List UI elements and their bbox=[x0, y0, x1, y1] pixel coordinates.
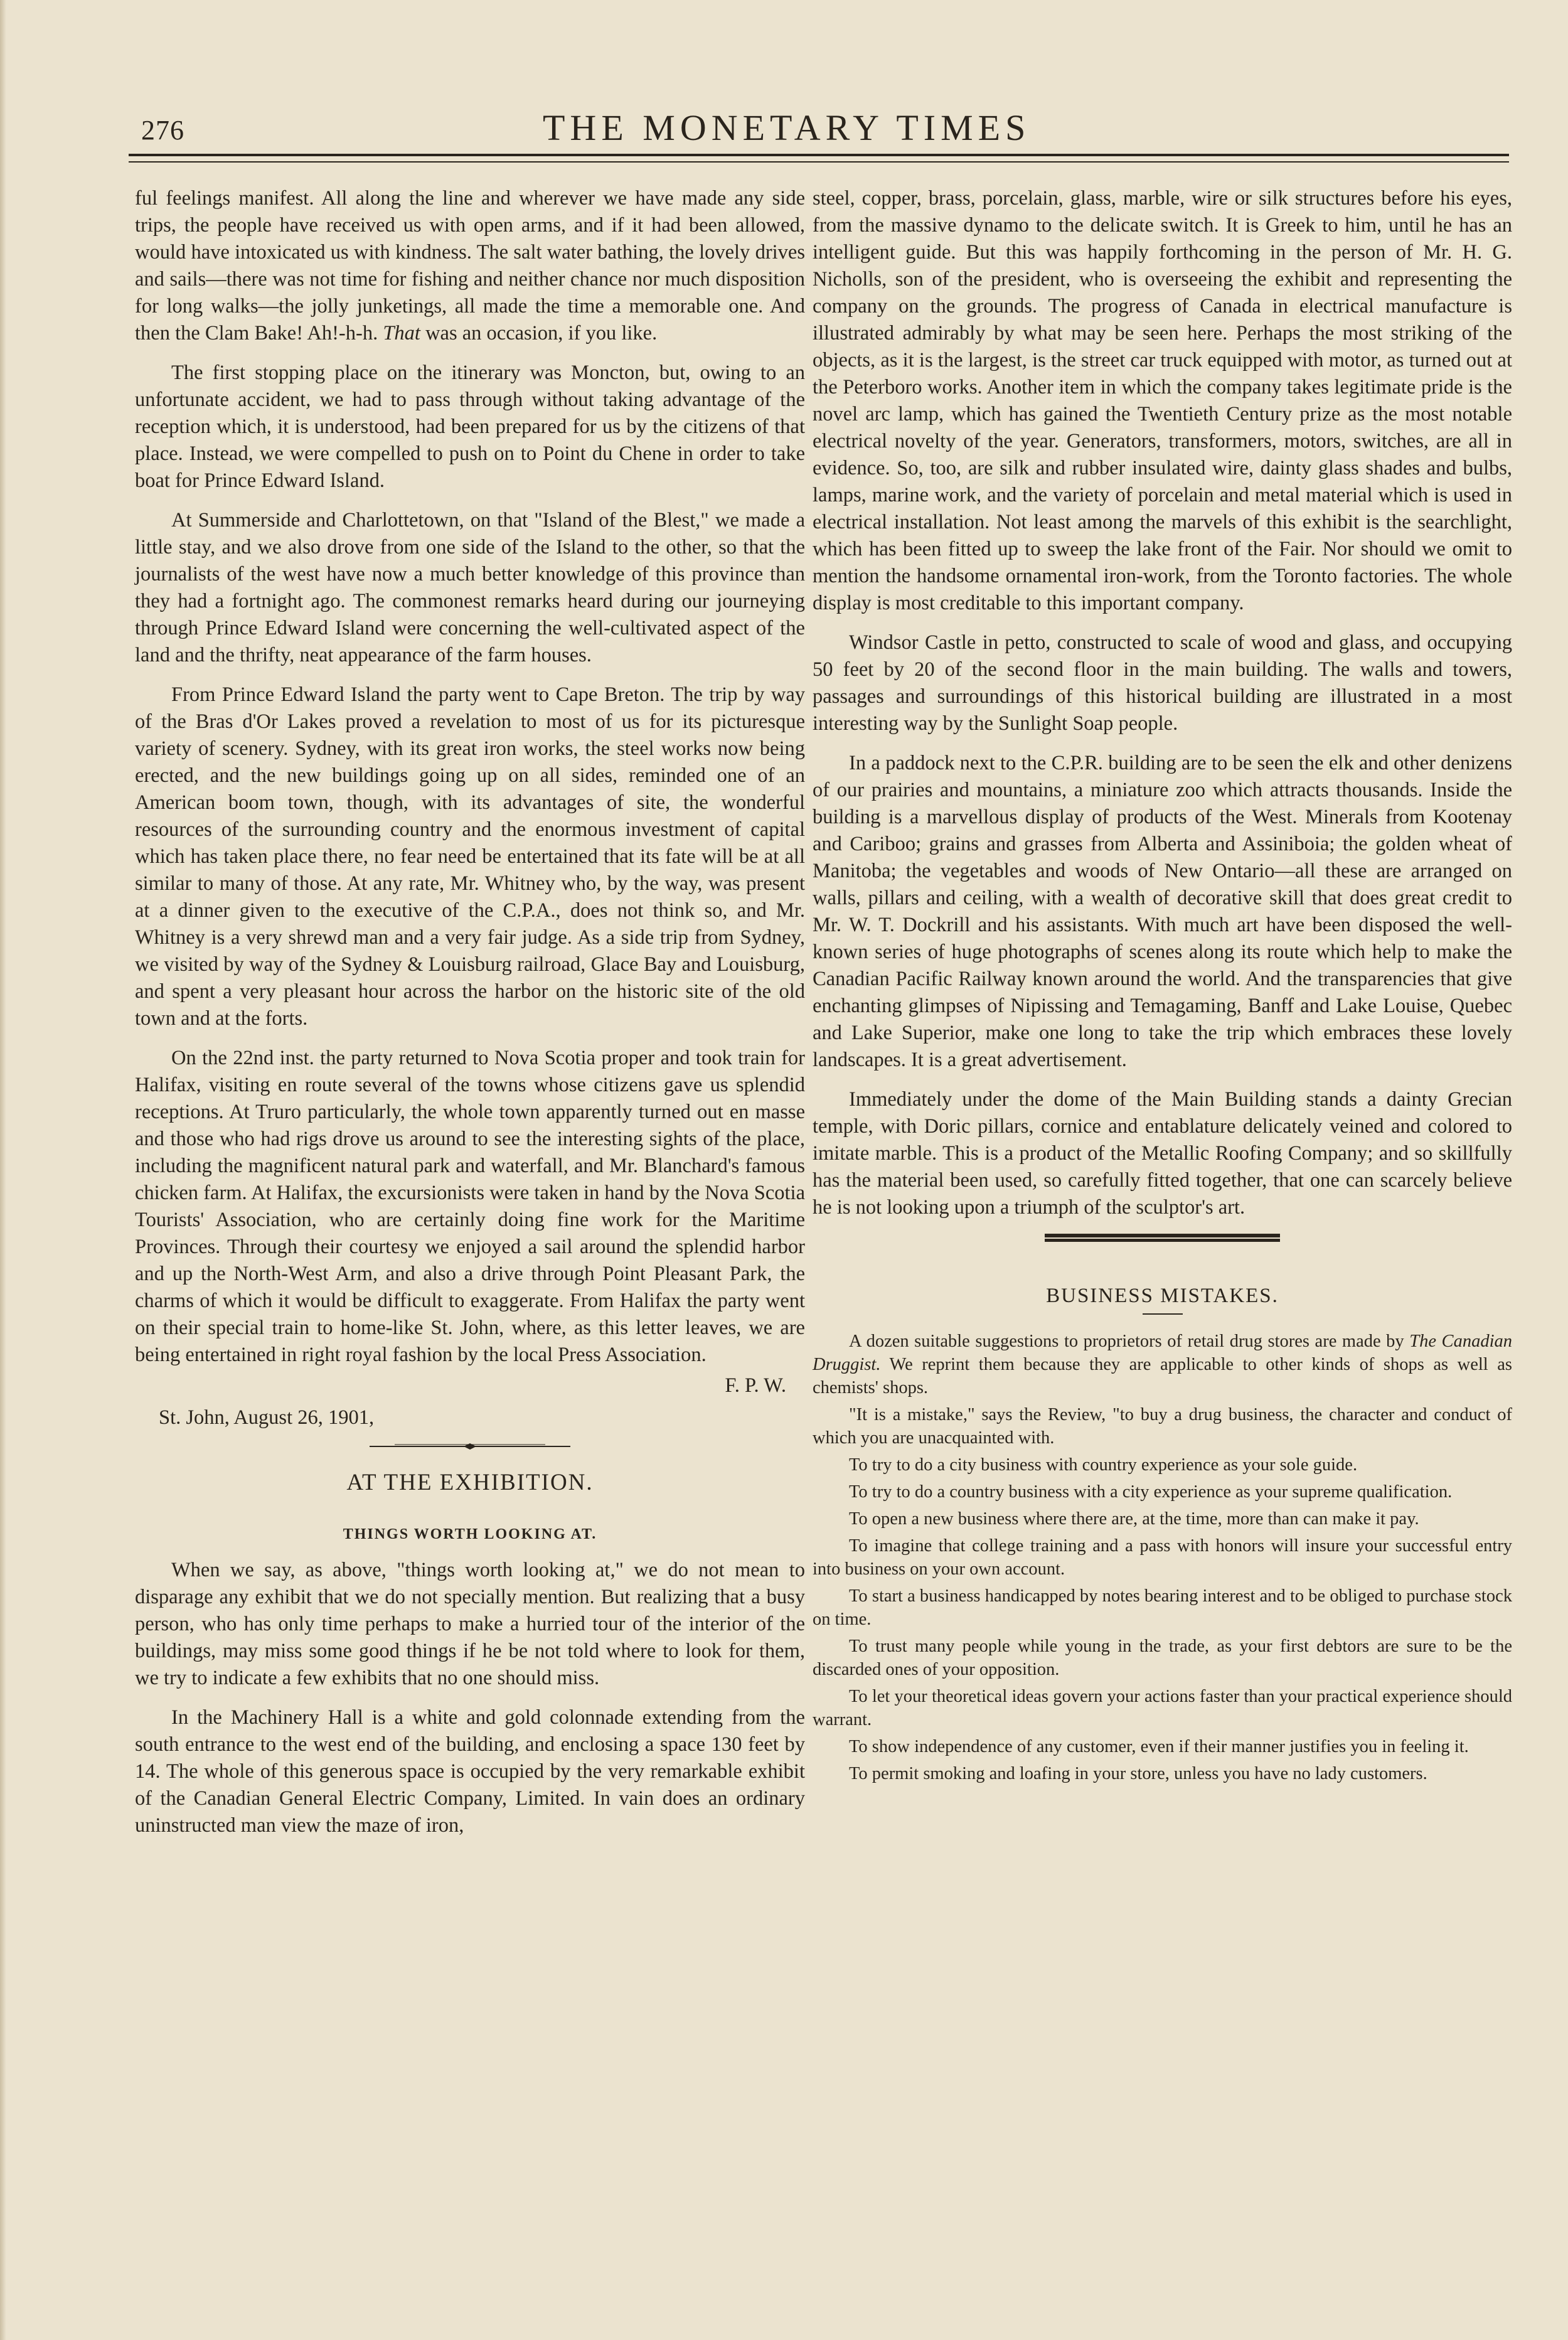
section-subhead: THINGS WORTH LOOKING AT. bbox=[343, 1526, 597, 1542]
paragraph: Windsor Castle in petto, constructed to scale of wood and glass, and occupying 50 feet by 20 of the second floor in the main building. The walls and towers, passages and surroundings of this historical building are illustrated in a most interesting way by the Sunlight Soap people. bbox=[813, 631, 1512, 735]
paragraph: ful feelings manifest. All along the line and wherever we have made any side trips, the people have received us with open arms, and if it had been allowed, would have intoxicated us with kindness. The salt water bathing, the lovely drives and sails—there was not time for fishing and neither chance nor much disposition for long walks—the jolly junketings, all made the time a memorable one. And then the Clam Bake! Ah!-h-h. That was an occasion, if you like. bbox=[135, 187, 805, 345]
list-item: To open a new business where there are, at the time, more than can make it pay. bbox=[849, 1509, 1419, 1529]
title-underline bbox=[1143, 1313, 1183, 1315]
section-title: BUSINESS MISTAKES. bbox=[1046, 1285, 1279, 1307]
dateline: St. John, August 26, 1901, bbox=[159, 1406, 375, 1429]
list-item: To trust many people while young in the trade, as your first debtors are sure to be the discarded ones of your opposition. bbox=[813, 1637, 1512, 1679]
paragraph: At Summerside and Charlottetown, on that "Island of the Blest," we made a little stay, and we also drove from one side of the Island to the other, so that the journalists of the west have now a much better knowledge of this province than they had a fortnight ago. The commonest remarks heard during our journeying through Prince Edward Island were concerning the well-cultivated aspect of the land and the thrifty, neat appearance of the farm houses. bbox=[135, 509, 805, 666]
section-rule bbox=[1045, 1234, 1280, 1239]
page-number: 276 bbox=[141, 115, 184, 146]
business-mistakes-list bbox=[813, 1330, 1512, 1785]
list-item: To permit smoking and loafing in your store, unless you have no lady customers. bbox=[849, 1764, 1427, 1783]
header-rule bbox=[129, 154, 1509, 156]
masthead: THE MONETARY TIMES bbox=[543, 107, 1031, 148]
page-header bbox=[141, 100, 1509, 157]
paragraph: The first stopping place on the itinerary was Moncton, but, owing to an unfortunate accident, we had to pass through without taking advantage of the reception which, it is understood, had been prepared for us by the citizens of that place. Instead, we were compelled to push on to Point du Chene in order to take boat for Prince Edward Island. bbox=[135, 361, 805, 492]
paragraph: On the 22nd inst. the party returned to Nova Scotia proper and took train for Halifax, visiting en route several of the towns whose citizens gave us splendid receptions. At Truro particularly, the whole town apparently turned out en masse and those who had rigs drove us around to see the interesting sights of the place, including the magnificent natural park and waterfall, and Mr. Blanchard's famous chicken farm. At Halifax, the excursionists were taken in hand by the Nova Scotia Tourists' Association, who are certainly doing fine work for the Maritime Provinces. Through their courtesy we enjoyed a sail around the splendid harbor and up the North-West Arm, and also a drive through Point Pleasant Park, the charms of which it would be difficult to exaggerate. From Halifax the party went on their special train to home-like St. John, where, as this letter leaves, we are being entertained in right royal fashion by the local Press Association. bbox=[135, 1047, 805, 1366]
list-item: To show independence of any customer, even if their manner justifies you in feeling it. bbox=[849, 1737, 1469, 1756]
page-edge-shadow bbox=[0, 0, 6, 2340]
signature: F. P. W. bbox=[725, 1374, 786, 1397]
paragraph: steel, copper, brass, porcelain, glass, marble, wire or silk structures before his eyes, from the massive dynamo to the delicate switch. It is Greek to him, until he has an intelligent guide. But this was happily forthcoming in the person of Mr. H. G. Nicholls, son of the president, who is overseeing the exhibit and representing the company on the grounds. The progress of Canada in electrical manufacture is illustrated admirably by what may be seen here. Perhaps the most striking of the objects, as it is the largest, is the street car truck equipped with motor, as turned out at the Peterboro works. Another item in which the company takes legitimate pride is the novel arc lamp, which has gained the Twentieth Century prize as the most notable electrical novelty of the year. Generators, transformers, motors, switches, are all in evidence. So, too, are silk and rubber insulated wire, dainty glass shades and bulbs, lamps, marine work, and the variety of porcelain and metal material which is used in electrical installation. Not least among the marvels of this exhibit is the searchlight, which has been fitted up to sweep the lake front of the Fair. Nor should we omit to mention the handsome ornamental iron-work, from the Toronto factories. The whole display is most creditable to this important company. bbox=[813, 187, 1512, 614]
right-column bbox=[813, 185, 1512, 1789]
paragraph: From Prince Edward Island the party went to Cape Breton. The trip by way of the Bras d'Or Lakes proved a revelation to most of us for its picturesque variety of scenery. Sydney, with its great iron works, the steel works now being erected, and the new buildings going up on all sides, reminded one of an American boom town, though, with its advantages of site, the wonderful resources of the surrounding country and the enormous investment of capital which has taken place there, no fear need be entertained that its fate will be at all similar to many of those. At any rate, Mr. Whitney who, by the way, was present at a dinner given to the executive of the C.P.A., does not think so, and Mr. Whitney is a very shrewd man and a very fair judge. As a side trip from Sydney, we visited by way of the Sydney & Louisburg railroad, Glace Bay and Louisburg, and spent a very pleasant hour across the harbor on the historic site of the old town and at the forts. bbox=[135, 683, 805, 1030]
list-item: To try to do a country business with a city experience as your supreme qualification. bbox=[849, 1482, 1453, 1502]
list-item: To let your theoretical ideas govern your actions faster than your practical experience should warrant. bbox=[813, 1687, 1512, 1729]
list-item: "It is a mistake," says the Review, "to buy a drug business, the character and conduct of which you are unacquainted with. bbox=[813, 1405, 1512, 1448]
list-item: To imagine that college training and a pass with honors will insure your successful entry into business on your own account. bbox=[813, 1536, 1512, 1579]
ornament-divider bbox=[370, 1443, 570, 1450]
paragraph: A dozen suitable suggestions to proprietors of retail drug stores are made by The Canadian Druggist. We reprint them because they are applicable to other kinds of shops as well as chemists' shops. bbox=[813, 1332, 1512, 1397]
list-item: To start a business handicapped by notes bearing interest and to be obliged to purchase stock on time. bbox=[813, 1586, 1512, 1629]
section-title: AT THE EXHIBITION. bbox=[346, 1470, 594, 1495]
paragraph: In the Machinery Hall is a white and gold colonnade extending from the south entrance to the west end of the building, and enclosing a space 130 feet by 14. The whole of this generous space is occupied by the very remarkable exhibit of the Canadian General Electric Company, Limited. In vain does an ordinary uninstructed man view the maze of iron, bbox=[135, 1706, 805, 1837]
paragraph: When we say, as above, "things worth looking at," we do not mean to disparage any exhibit that we do not specially mention. But realizing that a busy person, who has only time perhaps to make a hurried tour of the interior of the buildings, may miss some good things if he be not told where to look for them, we try to indicate a few exhibits that no one should miss. bbox=[135, 1559, 805, 1689]
list-item: To try to do a city business with country experience as your sole guide. bbox=[849, 1455, 1358, 1475]
paragraph: In a paddock next to the C.P.R. building are to be seen the elk and other denizens of our prairies and mountains, a miniature zoo which attracts thousands. Inside the building is a marvellous display of products of the West. Minerals from Kootenay and Cariboo; grains and grasses from Alberta and Assiniboia; the golden wheat of Manitoba; the vegetables and woods of New Ontario—all these are arranged on walls, pillars and ceiling, with a wealth of decorative skill that does great credit to Mr. W. T. Dockrill and his assistants. With much art have been disposed the well-known series of huge photographs of scenes along its route which help to make the Canadian Pacific Railway known around the world. And the transparencies that give enchanting glimpses of Nipissing and Temagaming, Banff and Lake Louise, Quebec and Lake Superior, make one long to take the trip which embraces these lovely landscapes. It is a great advertisement. bbox=[813, 752, 1512, 1071]
left-column bbox=[135, 185, 805, 1852]
paragraph: Immediately under the dome of the Main Building stands a dainty Grecian temple, with Doric pillars, cornice and entablature delicately veined and colored to imitate marble. This is a product of the Metallic Roofing Company; and so skillfully has the material been used, so carefully fitted together, that one can scarcely believe he is not looking upon a triumph of the sculptor's art. bbox=[813, 1088, 1512, 1219]
